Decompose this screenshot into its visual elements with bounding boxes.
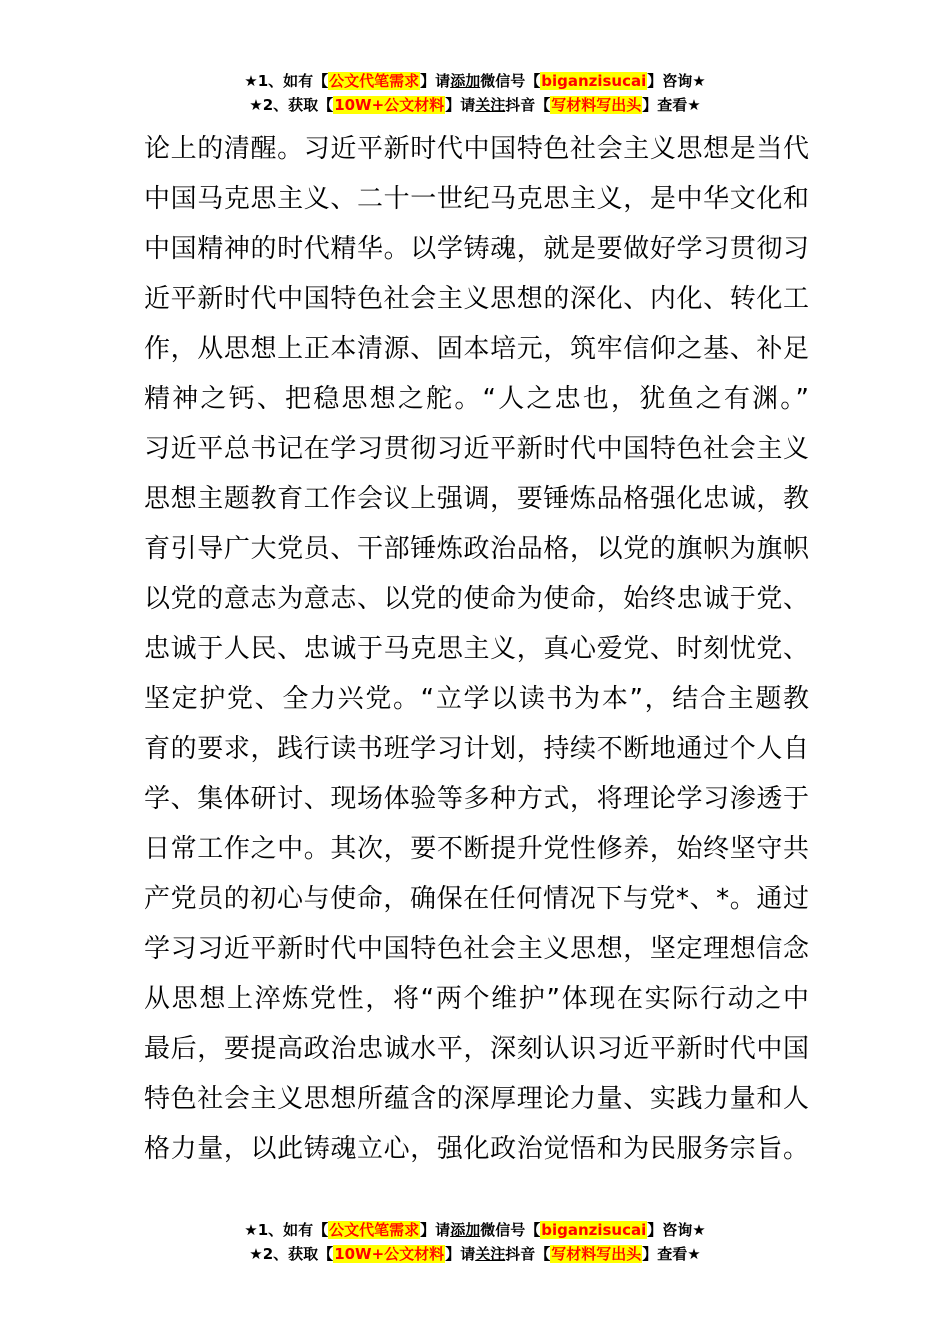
body-line: 坚定护党、全力兴党。“立学以读书为本”，结合主题教 (144, 684, 809, 714)
banner-underlined-text: 添加 (450, 1221, 481, 1239)
banner-text: 】请 (445, 96, 476, 114)
body-line: 思想主题教育工作会议上强调，要锤炼品格强化忠诚，教 (144, 484, 809, 514)
banner-text: 】查看★ (642, 96, 701, 114)
body-line: 从思想上淬炼党性，将“两个维护”体现在实际行动之中 (144, 984, 809, 1014)
banner-text: 抖音【 (505, 1245, 551, 1263)
banner-highlight: 10W+公文材料 (334, 1245, 445, 1263)
banner-text: 】请 (445, 1245, 476, 1263)
body-line: 近平新时代中国特色社会主义思想的深化、内化、转化工 (144, 284, 809, 314)
body-line: 学、集体研讨、现场体验等多种方式，将理论学习渗透于 (144, 784, 809, 814)
banner-text: 抖音【 (505, 96, 551, 114)
banner-underlined-text: 添加 (450, 72, 481, 90)
body-line: 中国精神的时代精华。以学铸魂，就是要做好学习贯彻习 (144, 234, 809, 264)
body-line: 作，从思想上正本清源、固本培元，筑牢信仰之基、补足 (144, 334, 809, 364)
body-line: 最后，要提高政治忠诚水平，深刻认识习近平新时代中国 (144, 1034, 809, 1064)
banner-text: 微信号【 (480, 72, 541, 90)
banner-text: 】咨询★ (647, 1221, 706, 1239)
banner-highlight-wechat-id: biganzisucai (541, 1221, 647, 1239)
banner-text: 】查看★ (642, 1245, 701, 1263)
banner-text: ★2、获取【 (249, 1245, 334, 1263)
banner-highlight-douyin-account: 写材料写出头 (551, 96, 642, 114)
banner-underlined-text: 关注 (475, 1245, 506, 1263)
body-line: 以党的意志为意志、以党的使命为使命，始终忠诚于党、 (144, 584, 809, 614)
body-line: 论上的清醒。习近平新时代中国特色社会主义思想是当代 (144, 134, 809, 164)
banner-highlight-douyin-account: 写材料写出头 (551, 1245, 642, 1263)
body-line: 精神之钙、把稳思想之舵。“人之忠也，犹鱼之有渊。” (144, 384, 809, 414)
body-line: 产党员的初心与使命，确保在任何情况下与党*、*。通过 (144, 884, 809, 914)
body-line: 育的要求，践行读书班学习计划，持续不断地通过个人自 (144, 734, 809, 764)
body-line: 特色社会主义思想所蕴含的深厚理论力量、实践力量和人 (144, 1084, 809, 1114)
banner-text: 】请 (420, 1221, 451, 1239)
header-banner (0, 69, 950, 117)
banner-highlight: 10W+公文材料 (334, 96, 445, 114)
body-line: 格力量，以此铸魂立心，强化政治觉悟和为民服务宗旨。 (144, 1134, 809, 1164)
banner-text: 】请 (420, 72, 451, 90)
banner-text: ★2、获取【 (249, 96, 334, 114)
footer-banner-line-2 (0, 1242, 950, 1266)
banner-underlined-text: 关注 (475, 96, 506, 114)
banner-text: ★1、如有【 (244, 1221, 329, 1239)
banner-highlight: 公文代笔需求 (329, 72, 420, 90)
header-banner-line-1 (0, 69, 950, 93)
footer-banner (0, 1218, 950, 1266)
banner-highlight: 公文代笔需求 (329, 1221, 420, 1239)
banner-text: 微信号【 (480, 1221, 541, 1239)
body-line: 学习习近平新时代中国特色社会主义思想，坚定理想信念 (144, 934, 809, 964)
body-line: 中国马克思主义、二十一世纪马克思主义，是中华文化和 (144, 184, 809, 214)
body-line: 日常工作之中。其次，要不断提升党性修养，始终坚守共 (144, 834, 809, 864)
body-line: 忠诚于人民、忠诚于马克思主义，真心爱党、时刻忧党、 (144, 634, 809, 664)
document-body (144, 124, 809, 1174)
banner-highlight-wechat-id: biganzisucai (541, 72, 647, 90)
body-line: 习近平总书记在学习贯彻习近平新时代中国特色社会主义 (144, 434, 809, 464)
footer-banner-line-1 (0, 1218, 950, 1242)
banner-text: ★1、如有【 (244, 72, 329, 90)
header-banner-line-2 (0, 93, 950, 117)
body-line: 育引导广大党员、干部锤炼政治品格，以党的旗帜为旗帜 (144, 534, 809, 564)
banner-text: 】咨询★ (647, 72, 706, 90)
